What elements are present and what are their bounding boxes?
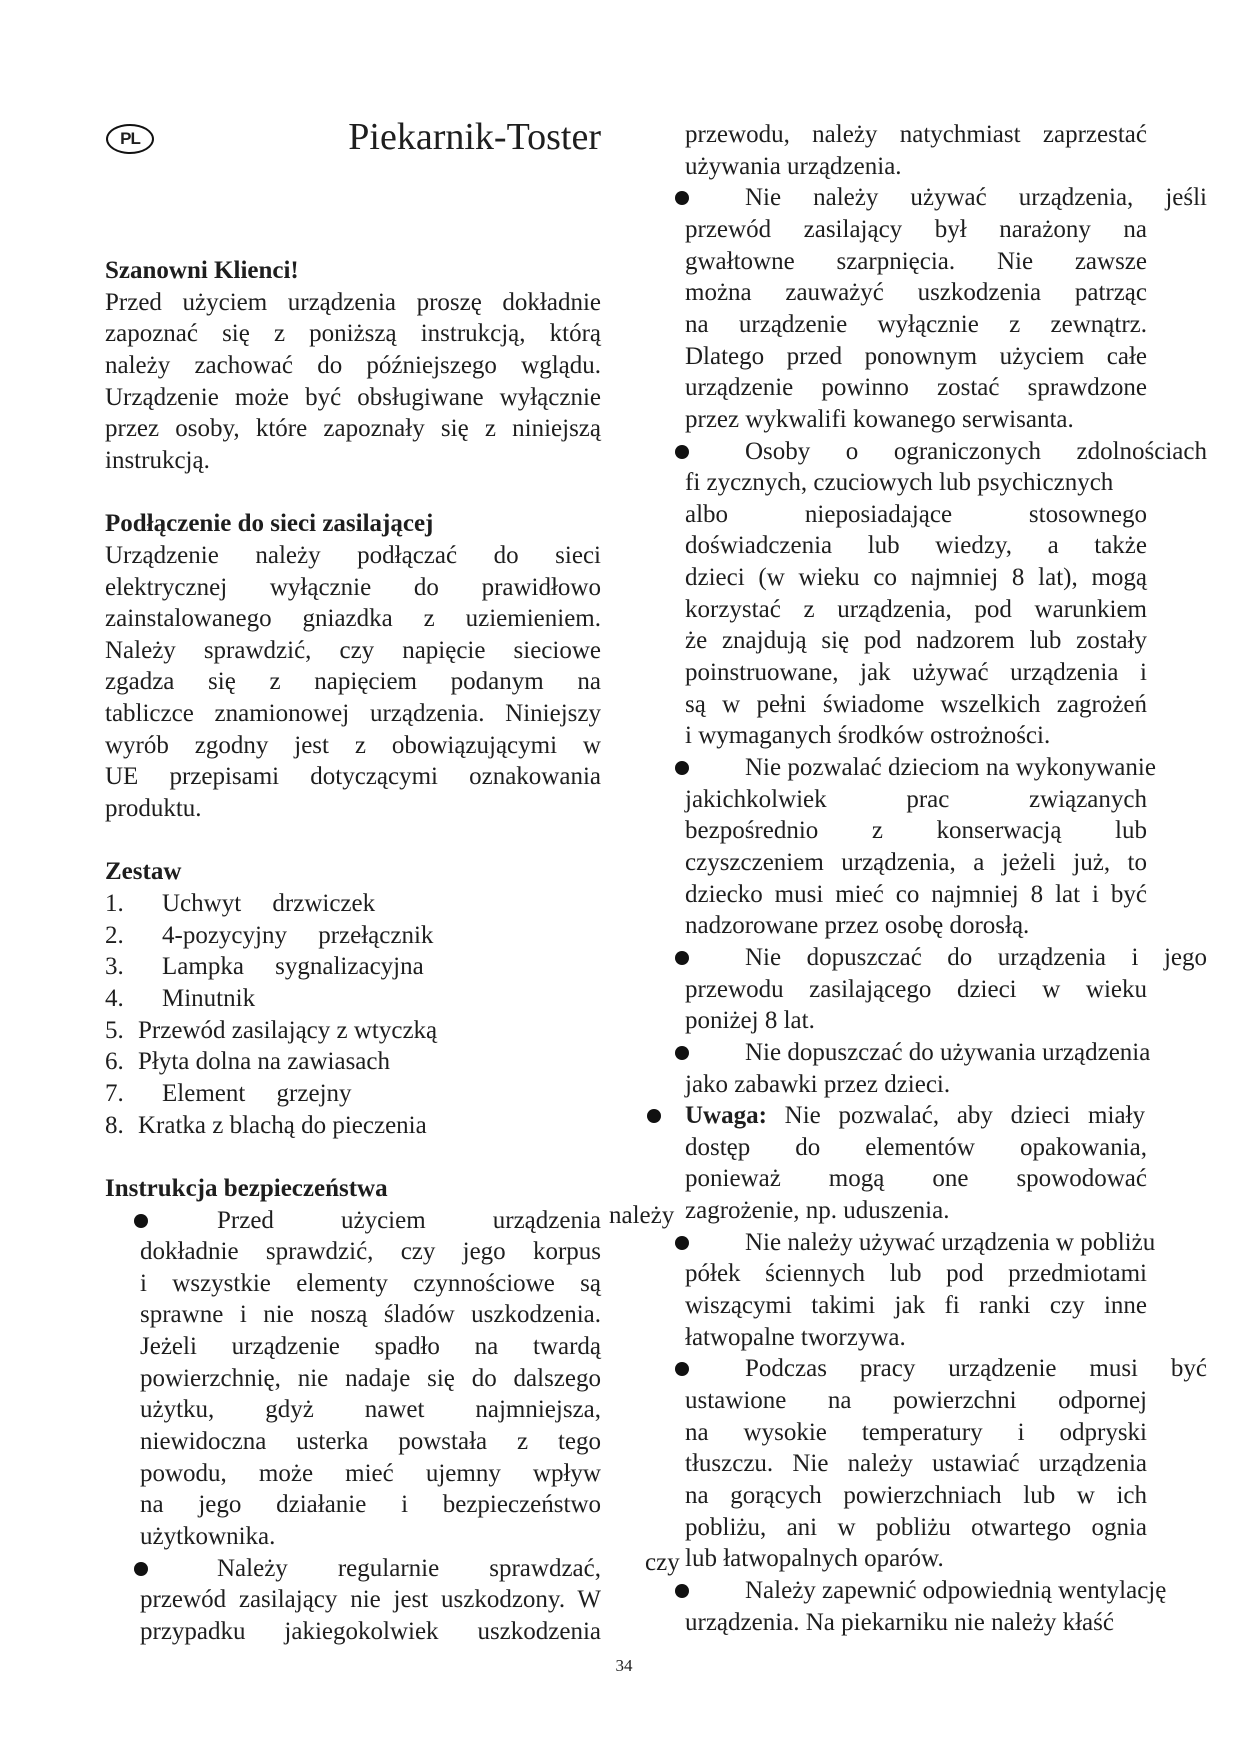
text-line: lub łatwopalnych oparów. (685, 1545, 944, 1573)
list-text: Lampka sygnalizacyjna (162, 953, 424, 981)
text-line: przewodu, należy natychmiast zaprzestać (685, 121, 1147, 148)
text-line: łatwopalne tworzywa. (685, 1323, 906, 1351)
text-line: doświadczenia lub wiedzy, a także (685, 532, 1147, 560)
list-number: 1. (105, 890, 124, 917)
text-line: Należy sprawdzić, czy napięcie sieciowe (105, 636, 601, 664)
list-number: 2. (105, 921, 124, 949)
section-heading: Szanowni Klienci! (105, 257, 299, 284)
text-line: Nie dopuszczać do urządzenia i jego (745, 943, 1207, 971)
text-line: dziecko musi mieć co najmniej 8 lat i być (685, 880, 1147, 908)
text-line: urządzenia. Na piekarniku nie należy kłaść (685, 1608, 1114, 1636)
text-line: wyrób zgodny jest z obowiązującymi w (105, 731, 601, 759)
text-line: ustawione na powierzchni odpornej (685, 1387, 1147, 1414)
bullet-icon (134, 1562, 148, 1576)
text-line: Nie należy używać urządzenia w pobliżu (745, 1228, 1156, 1256)
list-text: Uchwyt drzwiczek (162, 890, 376, 917)
text-line: przewód zasilający nie jest uszkodzony. W (140, 1586, 601, 1614)
text-line: przez wykwalifi kowanego serwisanta. (685, 405, 1074, 433)
text-line: nadzorowane przez osobę dorosłą. (685, 912, 1030, 940)
text-line: przypadku jakiegokolwiek uszkodzenia (140, 1617, 601, 1645)
bullet-icon (675, 1046, 689, 1060)
bullet-icon (647, 1109, 661, 1123)
bullet-icon (675, 761, 689, 775)
text-line: korzystać z urządzenia, pod warunkiem (685, 595, 1147, 623)
list-number: 5. (105, 1016, 124, 1044)
text-line: zapoznać się z poniższą instrukcją, którą (105, 320, 601, 348)
page-number: 34 (615, 1656, 633, 1675)
text-line: Należy zapewnić odpowiednią wentylację (745, 1576, 1167, 1604)
text-line: niewidoczna usterka powstała z tego (140, 1428, 601, 1456)
note-text: Nie pozwalać, aby dzieci miały (766, 1102, 1145, 1130)
text-line: powodu, może mieć ujemny wpływ (140, 1459, 601, 1487)
text-line: dostęp do elementów opakowania, (685, 1133, 1147, 1161)
text-line: tłuszczu. Nie należy ustawiać urządzenia (685, 1450, 1147, 1478)
text-line: urządzenie powinno zostać sprawdzone (685, 374, 1147, 402)
bullet-icon (675, 1362, 689, 1376)
overflow-word: czy (645, 1549, 680, 1576)
bullet-icon (675, 1584, 689, 1598)
list-number: 8. (105, 1111, 124, 1139)
bullet-icon (675, 191, 689, 205)
text-line: jakichkolwiek prac związanych (685, 785, 1147, 813)
text-line: jako zabawki przez dzieci. (685, 1070, 951, 1098)
page-title: Piekarnik-Toster (348, 116, 601, 158)
list-item (105, 1046, 601, 1078)
text-line: albo nieposiadające stosownego (685, 500, 1147, 528)
section-heading: Podłączenie do sieci zasilającej (105, 510, 434, 538)
text-line: półek ściennych lub pod przedmiotami (685, 1260, 1147, 1288)
text-line: elektrycznej wyłącznie do prawidłowo (105, 573, 601, 601)
list-item (105, 1110, 601, 1142)
text-line: czyszczeniem urządzenia, a jeżeli już, to (685, 848, 1147, 876)
text-line: na jego działanie i bezpieczeństwo (140, 1491, 601, 1519)
list-text: 4-pozycyjny przełącznik (162, 921, 434, 949)
text-line: gwałtowne szarpnięcia. Nie zawsze (685, 247, 1147, 275)
text-line: fi zycznych, czuciowych lub psychicznych (685, 469, 1114, 497)
list-text: Kratka z blachą do pieczenia (138, 1111, 427, 1139)
text-line: użytkownika. (140, 1523, 276, 1550)
text-line: Osoby o ograniczonych zdolnościach (745, 437, 1207, 465)
text-line: bezpośrednio z konserwacją lub (685, 817, 1147, 845)
text-line: są w pełni świadome wszelkich zagrożeń (685, 690, 1147, 718)
text-line: można zauważyć uszkodzenia patrząc (685, 279, 1147, 307)
note-label: Uwaga: (685, 1102, 767, 1130)
text-line: należy zachować do późniejszego wglądu. (105, 351, 601, 379)
list-text: Element grzejny (162, 1079, 352, 1107)
text-line: Dlatego przed ponownym użyciem całe (685, 342, 1147, 370)
text-line: użytku, gdyż nawet najmniejsza, (140, 1396, 601, 1424)
text-line: poinstruowane, jak używać urządzenia i (685, 659, 1147, 687)
text-line: że znajdują się pod nadzorem lub zostały (685, 627, 1147, 655)
text-line: sprawne i nie noszą śladów uszkodzenia. (140, 1301, 601, 1329)
text-line: poniżej 8 lat. (685, 1007, 815, 1035)
list-item (105, 983, 601, 1015)
text-line: Należy regularnie sprawdzać, (217, 1554, 601, 1582)
bullet-icon (675, 445, 689, 459)
text-line: Urządzenie należy podłączać do sieci (105, 541, 601, 569)
text-line: na gorących powierzchniach lub w ich (685, 1481, 1147, 1509)
text-line: Przed użyciem urządzenia (217, 1206, 601, 1234)
list-text: Płyta dolna na zawiasach (138, 1048, 390, 1076)
text-line: wiszącymi takimi jak fi ranki czy inne (685, 1292, 1147, 1320)
text-line: ponieważ mogą one spowodować (685, 1165, 1147, 1193)
text-line: przewód zasilający był narażony na (685, 215, 1147, 243)
list-item (105, 1015, 601, 1047)
text-line: i wszystkie elementy czynnościowe są (140, 1269, 601, 1297)
text-line: przez osoby, które zapoznały się z niniejszą (105, 415, 601, 443)
list-number: 3. (105, 953, 124, 981)
bullet-icon (675, 951, 689, 965)
list-text: Przewód zasilający z wtyczką (138, 1016, 438, 1044)
text-line: pobliżu, ani w pobliżu otwartego ognia (685, 1513, 1147, 1541)
bullet-icon (675, 1236, 689, 1250)
list-number: 7. (105, 1079, 124, 1107)
text-line: zgadza się z napięciem podanym na (105, 668, 601, 696)
text-line: Nie dopuszczać do używania urządzenia (745, 1038, 1151, 1066)
text-line: dokładnie sprawdzić, czy jego korpus (140, 1238, 601, 1266)
list-item (105, 888, 601, 920)
text-line: UE przepisami dotyczącymi oznakowania (105, 763, 601, 791)
language-badge-pl: PL (106, 124, 154, 154)
text-line: instrukcją. (105, 446, 210, 474)
overflow-word: należy (609, 1202, 675, 1229)
text-line: na wysokie temperatury i odpryski (685, 1418, 1147, 1446)
text-line: Urządzenie może być obsługiwane wyłącznie (105, 383, 601, 411)
note-line (685, 1100, 1145, 1132)
section-heading: Zestaw (105, 858, 182, 886)
list-number: 6. (105, 1048, 124, 1076)
text-line: powierzchnię, nie nadaje się do dalszego (140, 1364, 601, 1392)
text-line: dzieci (w wieku co najmniej 8 lat), mogą (685, 564, 1147, 592)
text-line: i wymaganych środków ostrożności. (685, 722, 1051, 750)
text-line: produktu. (105, 795, 202, 823)
text-line: zainstalowanego gniazdka z uziemieniem. (105, 605, 601, 633)
text-line: Podczas pracy urządzenie musi być (745, 1355, 1207, 1383)
text-line: używania urządzenia. (685, 152, 902, 180)
text-line: przewodu zasilającego dzieci w wieku (685, 975, 1147, 1003)
text-line: zagrożenie, np. uduszenia. (685, 1197, 950, 1225)
text-line: Przed użyciem urządzenia proszę dokładnie (105, 288, 601, 316)
text-line: na urządzenie wyłącznie z zewnątrz. (685, 310, 1147, 338)
list-item (105, 1078, 601, 1110)
text-line: Nie pozwalać dzieciom na wykonywanie (745, 754, 1156, 781)
list-item (105, 951, 601, 983)
list-item (105, 920, 601, 952)
list-text: Minutnik (162, 984, 256, 1012)
list-number: 4. (105, 984, 124, 1012)
text-line: tabliczce znamionowej urządzenia. Niniejszy (105, 700, 601, 728)
text-line: Nie należy używać urządzenia, jeśli (745, 184, 1207, 212)
bullet-icon (134, 1214, 148, 1228)
section-heading: Instrukcja bezpieczeństwa (105, 1174, 388, 1202)
text-line: Jeżeli urządzenie spadło na twardą (140, 1333, 601, 1361)
